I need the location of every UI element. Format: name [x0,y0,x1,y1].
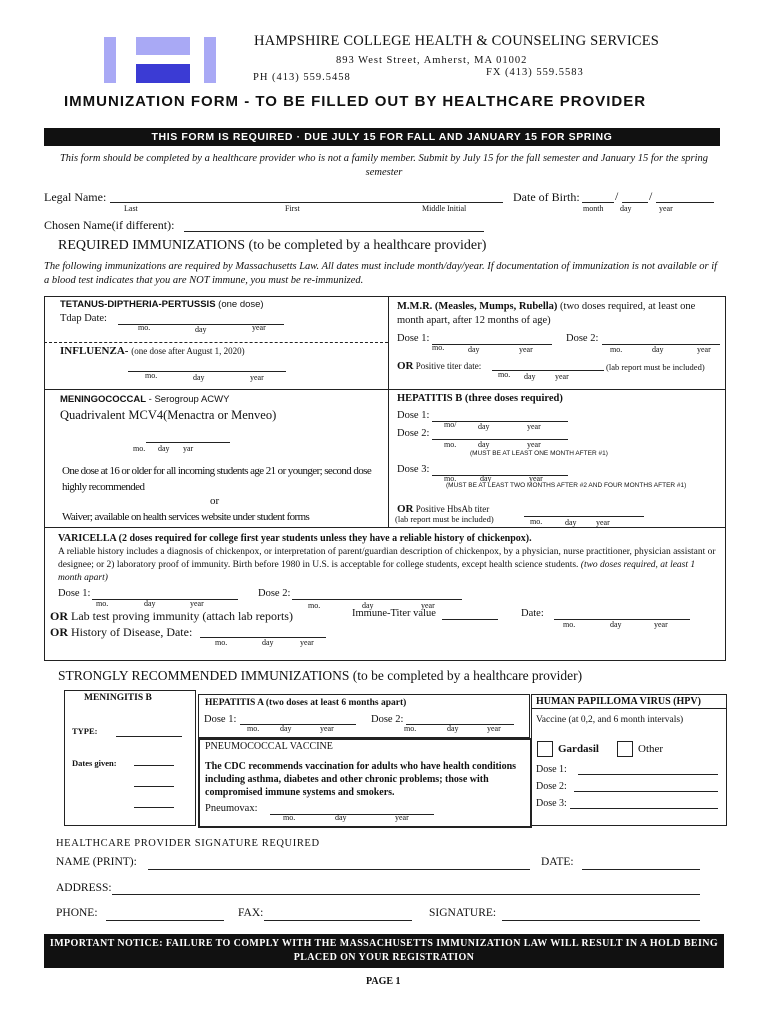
hepa-dose2-label: Dose 2: [371,714,404,725]
varicella-history-day: day [262,638,274,647]
important-notice-text: IMPORTANT NOTICE: FAILURE TO COMPLY WITH THE MASSACHUSETTS IMMUNIZATION LAW WILL RESULT IN A HOLD BEING PLACED ON YOUR REGISTRATION [49,938,719,963]
mmr-dose1-year: year [519,345,533,354]
phone-label: PHONE: [56,907,98,919]
legal-name-label: Legal Name: [44,190,107,204]
tdap-year: year [252,323,266,332]
mmr-dose2-year: year [697,345,711,354]
varicella-dose1-mo: mo. [96,599,109,608]
hepa-title: HEPATITIS A (two doses at least 6 months apart) [205,698,407,708]
dob-sep-1: / [615,189,619,203]
varicella-titer-label: Immune-Titer value [352,608,436,619]
dob-year-caption: year [659,204,673,213]
hpv-dose1-field[interactable] [578,774,718,775]
name-field[interactable] [148,869,530,870]
hepa-dose1-mo: mo. [247,724,260,733]
mening-day: day [158,444,170,453]
mmr-lab-note: (lab report must be included) [606,362,705,372]
flu-mo: mo. [145,371,158,380]
signature-label: SIGNATURE: [429,907,497,919]
mening-waiver: Waiver; available on health services website under student forms [62,511,310,523]
hepb-dose1-label: Dose 1: [397,410,430,421]
form-title: IMMUNIZATION FORM - TO BE FILLED OUT BY HEALTHCARE PROVIDER [64,93,647,110]
required-note: The following immunizations are required by Massachusetts Law. All dates must include month/day/year. If documentation of immunization is not available or if a blood test indicates that you are NOT immune, you must be re-immunized. [44,261,718,286]
mmr-title: M.M.R. (Measles, Mumps, Rubella) (two doses required, at least one month apart, after 12 months of age) [397,301,696,326]
hepb-lab-note: (lab report must be included) [395,514,494,524]
pneumo-text: The CDC recommends vaccination for adults who have health conditions including asthma, diabetes and other chronic problems; those with compromised immune systems and smokers. [205,761,517,798]
gardasil-label: Gardasil [558,743,599,755]
legal-name-field[interactable] [110,202,503,203]
hepb-dose3-day: day [480,474,492,483]
mmr-titer-mo: mo. [498,370,511,379]
flu-title: INFLUENZA- (one dose after August 1, 2020) [60,345,245,357]
hepb-titer-year: year [596,518,610,527]
name-label: NAME (PRINT): [56,856,137,868]
org-phone: PH (413) 559.5458 [253,72,351,83]
org-name: HAMPSHIRE COLLEGE HEALTH & COUNSELING SERVICES [254,33,660,49]
varicella-title: VARICELLA (2 doses required for college first year students unless they have a reliable history of chickenpox). [58,533,532,544]
hepb-dose3-label: Dose 3: [397,464,430,475]
varicella-date-label: Date: [521,608,544,619]
mening-vaccine: Quadrivalent MCV4(Menactra or Menveo) [60,408,277,422]
deadline-banner [44,128,720,146]
hepa-dose1-day: day [280,724,292,733]
pneumo-mo: mo. [283,813,296,822]
dob-day-field[interactable] [622,202,648,203]
varicella-date-year: year [654,620,668,629]
mening-date-field[interactable] [146,442,230,443]
other-label: Other [638,743,664,755]
mening-note: One dose at 16 or older for all incoming students age 21 or younger; second dose highly recommended [62,465,372,493]
middle-caption: Middle Initial [422,204,467,213]
mmr-dose1-day: day [468,345,480,354]
meningb-type-label: TYPE: [72,726,98,736]
hepb-dose1-mo: mo/ [444,420,457,429]
varicella-dose2-year: year [421,601,435,610]
hepb-dose1-day: day [478,422,490,431]
mmr-titer: OR Positive titer date: [397,360,482,372]
hepa-dose2-mo: mo. [404,724,417,733]
mmr-dose2-mo: mo. [610,345,623,354]
varicella-titer-field[interactable] [442,619,498,620]
tdap-label: Tdap Date: [60,313,107,324]
varicella-history: OR History of Disease, Date: [50,625,193,639]
mmr-titer-year: year [555,372,569,381]
hepb-dose1-year: year [527,422,541,431]
hepb-title: HEPATITIS B (three doses required) [397,393,563,404]
address-field[interactable] [112,894,700,895]
other-checkbox[interactable] [617,741,633,757]
pneumo-year: year [395,813,409,822]
varicella-dose2-mo: mo. [308,601,321,610]
hepb-titer-mo: mo. [530,517,543,526]
pneumo-title: PNEUMOCOCCAL VACCINE [205,741,333,752]
mening-or: or [210,495,220,507]
tdap-day: day [195,325,207,334]
varicella-dose1-label: Dose 1: [58,588,91,599]
required-heading: REQUIRED IMMUNIZATIONS (to be completed by a healthcare provider) [58,238,487,253]
varicella-dose2-field[interactable] [292,599,462,600]
pneumo-day: day [335,813,347,822]
date-label: DATE: [541,856,574,868]
meningb-title: MENINGITIS B [84,693,152,703]
meningb-dates-label: Dates given: [72,758,117,768]
hepa-dose2-year: year [487,724,501,733]
org-address: 893 West Street, Amherst, MA 01002 [336,55,528,66]
fax-label: FAX: [238,907,264,919]
signature-field[interactable] [502,920,700,921]
varicella-dose1-field[interactable] [92,599,238,600]
meningb-date2-field[interactable] [134,786,174,787]
hepb-titer-day: day [565,518,577,527]
fax-field[interactable] [264,920,412,921]
hepb-dose3-year: year [529,474,543,483]
hpv-note: Vaccine (at 0,2, and 6 month intervals) [536,715,684,725]
hepb-dose2-day: day [478,440,490,449]
mmr-dose1-mo: mo. [432,343,445,352]
meningb-type-field[interactable] [116,736,182,737]
hepa-dose1-year: year [320,724,334,733]
mmr-dose1-label: Dose 1: [397,333,430,344]
gardasil-checkbox[interactable] [537,741,553,757]
tdap-mo: mo. [138,323,151,332]
varicella-lab: OR Lab test proving immunity (attach lab reports) [50,609,293,623]
deadline-banner-text: THIS FORM IS REQUIRED · DUE JULY 15 FOR FALL AND JANUARY 15 FOR SPRING [151,131,613,143]
hepb-dose3-mo: mo. [444,474,457,483]
hepb-dose2-mo: mo. [444,440,457,449]
mening-title: MENINGOCOCCAL - Serogroup ACWY [60,394,230,405]
dob-month-field[interactable] [582,202,614,203]
hpv-dose2-label: Dose 2: [536,781,567,792]
hpv-dose3-label: Dose 3: [536,798,567,809]
address-label: ADDRESS: [56,882,112,894]
mmr-dose2-label: Dose 2: [566,333,599,344]
hepb-dose2-year: year [527,440,541,449]
dob-day-caption: day [620,204,632,213]
varicella-dose2-label: Dose 2: [258,588,291,599]
pneumo-label: Pneumovax: [205,803,258,814]
page-number: PAGE 1 [366,976,401,987]
last-caption: Last [124,204,138,213]
mening-mo: mo. [133,444,146,453]
hpv-dose3-field[interactable] [570,808,718,809]
varicella-date-mo: mo. [563,620,576,629]
varicella-dose2-day: day [362,601,374,610]
varicella-history-mo: mo. [215,638,228,647]
hepb-note1: (MUST BE AT LEAST ONE MONTH AFTER #1) [470,450,608,457]
signature-heading: HEALTHCARE PROVIDER SIGNATURE REQUIRED [56,838,320,849]
date-field[interactable] [582,869,700,870]
hepb-dose2-label: Dose 2: [397,428,430,439]
mening-year: yar [183,444,194,453]
dob-label: Date of Birth: [513,190,580,204]
intro-text: This form should be completed by a healthcare provider who is not a family member. Submit by July 15 for the fall semester and January 15 for the spring semester [59,153,709,178]
tdap-title: TETANUS-DIPTHERIA-PERTUSSIS (one dose) [60,299,264,310]
varicella-date-day: day [610,620,622,629]
flu-day: day [193,373,205,382]
recommended-heading: STRONGLY RECOMMENDED IMMUNIZATIONS (to be completed by a healthcare provider) [58,668,583,683]
varicella-history-year: year [300,638,314,647]
hepb-titer: OR Positive HbsAb titer [397,503,490,515]
meningb-date3-field[interactable] [134,807,174,808]
varicella-dose1-year: year [190,599,204,608]
hepa-dose2-day: day [447,724,459,733]
varicella-text: A reliable history includes a diagnosis of chickenpox, or interpretation of parent/guardian description of chickenpox, by a physician, nurse practitioner, physician assistant or designee; or 2) laboratory proof of immunity. Birth before 1980 in U.S. is acceptable for college students, except health science students. (two doses required, at least 1 month apart) [58,547,716,583]
dob-month-caption: month [583,204,604,213]
chosen-name-field[interactable] [184,231,484,232]
hepa-dose1-label: Dose 1: [204,714,237,725]
org-fax: FX (413) 559.5583 [486,67,584,78]
important-notice [44,934,724,968]
flu-year: year [250,373,264,382]
chosen-name-label: Chosen Name(if different): [44,218,175,232]
mmr-dose1-field[interactable] [432,344,552,345]
meningb-date1-field[interactable] [134,765,174,766]
hepb-note2: (MUST BE AT LEAST TWO MONTHS AFTER #2 AND FOUR MONTHS AFTER #1) [446,482,687,489]
mmr-dose2-day: day [652,345,664,354]
dob-year-field[interactable] [656,202,714,203]
dob-sep-2: / [649,189,653,203]
hpv-dose2-field[interactable] [574,791,718,792]
hpv-title: HUMAN PAPILLOMA VIRUS (HPV) [536,696,701,707]
phone-field[interactable] [106,920,224,921]
hpv-dose1-label: Dose 1: [536,764,567,775]
first-caption: First [285,204,300,213]
varicella-dose1-day: day [144,599,156,608]
mmr-titer-day: day [524,372,536,381]
